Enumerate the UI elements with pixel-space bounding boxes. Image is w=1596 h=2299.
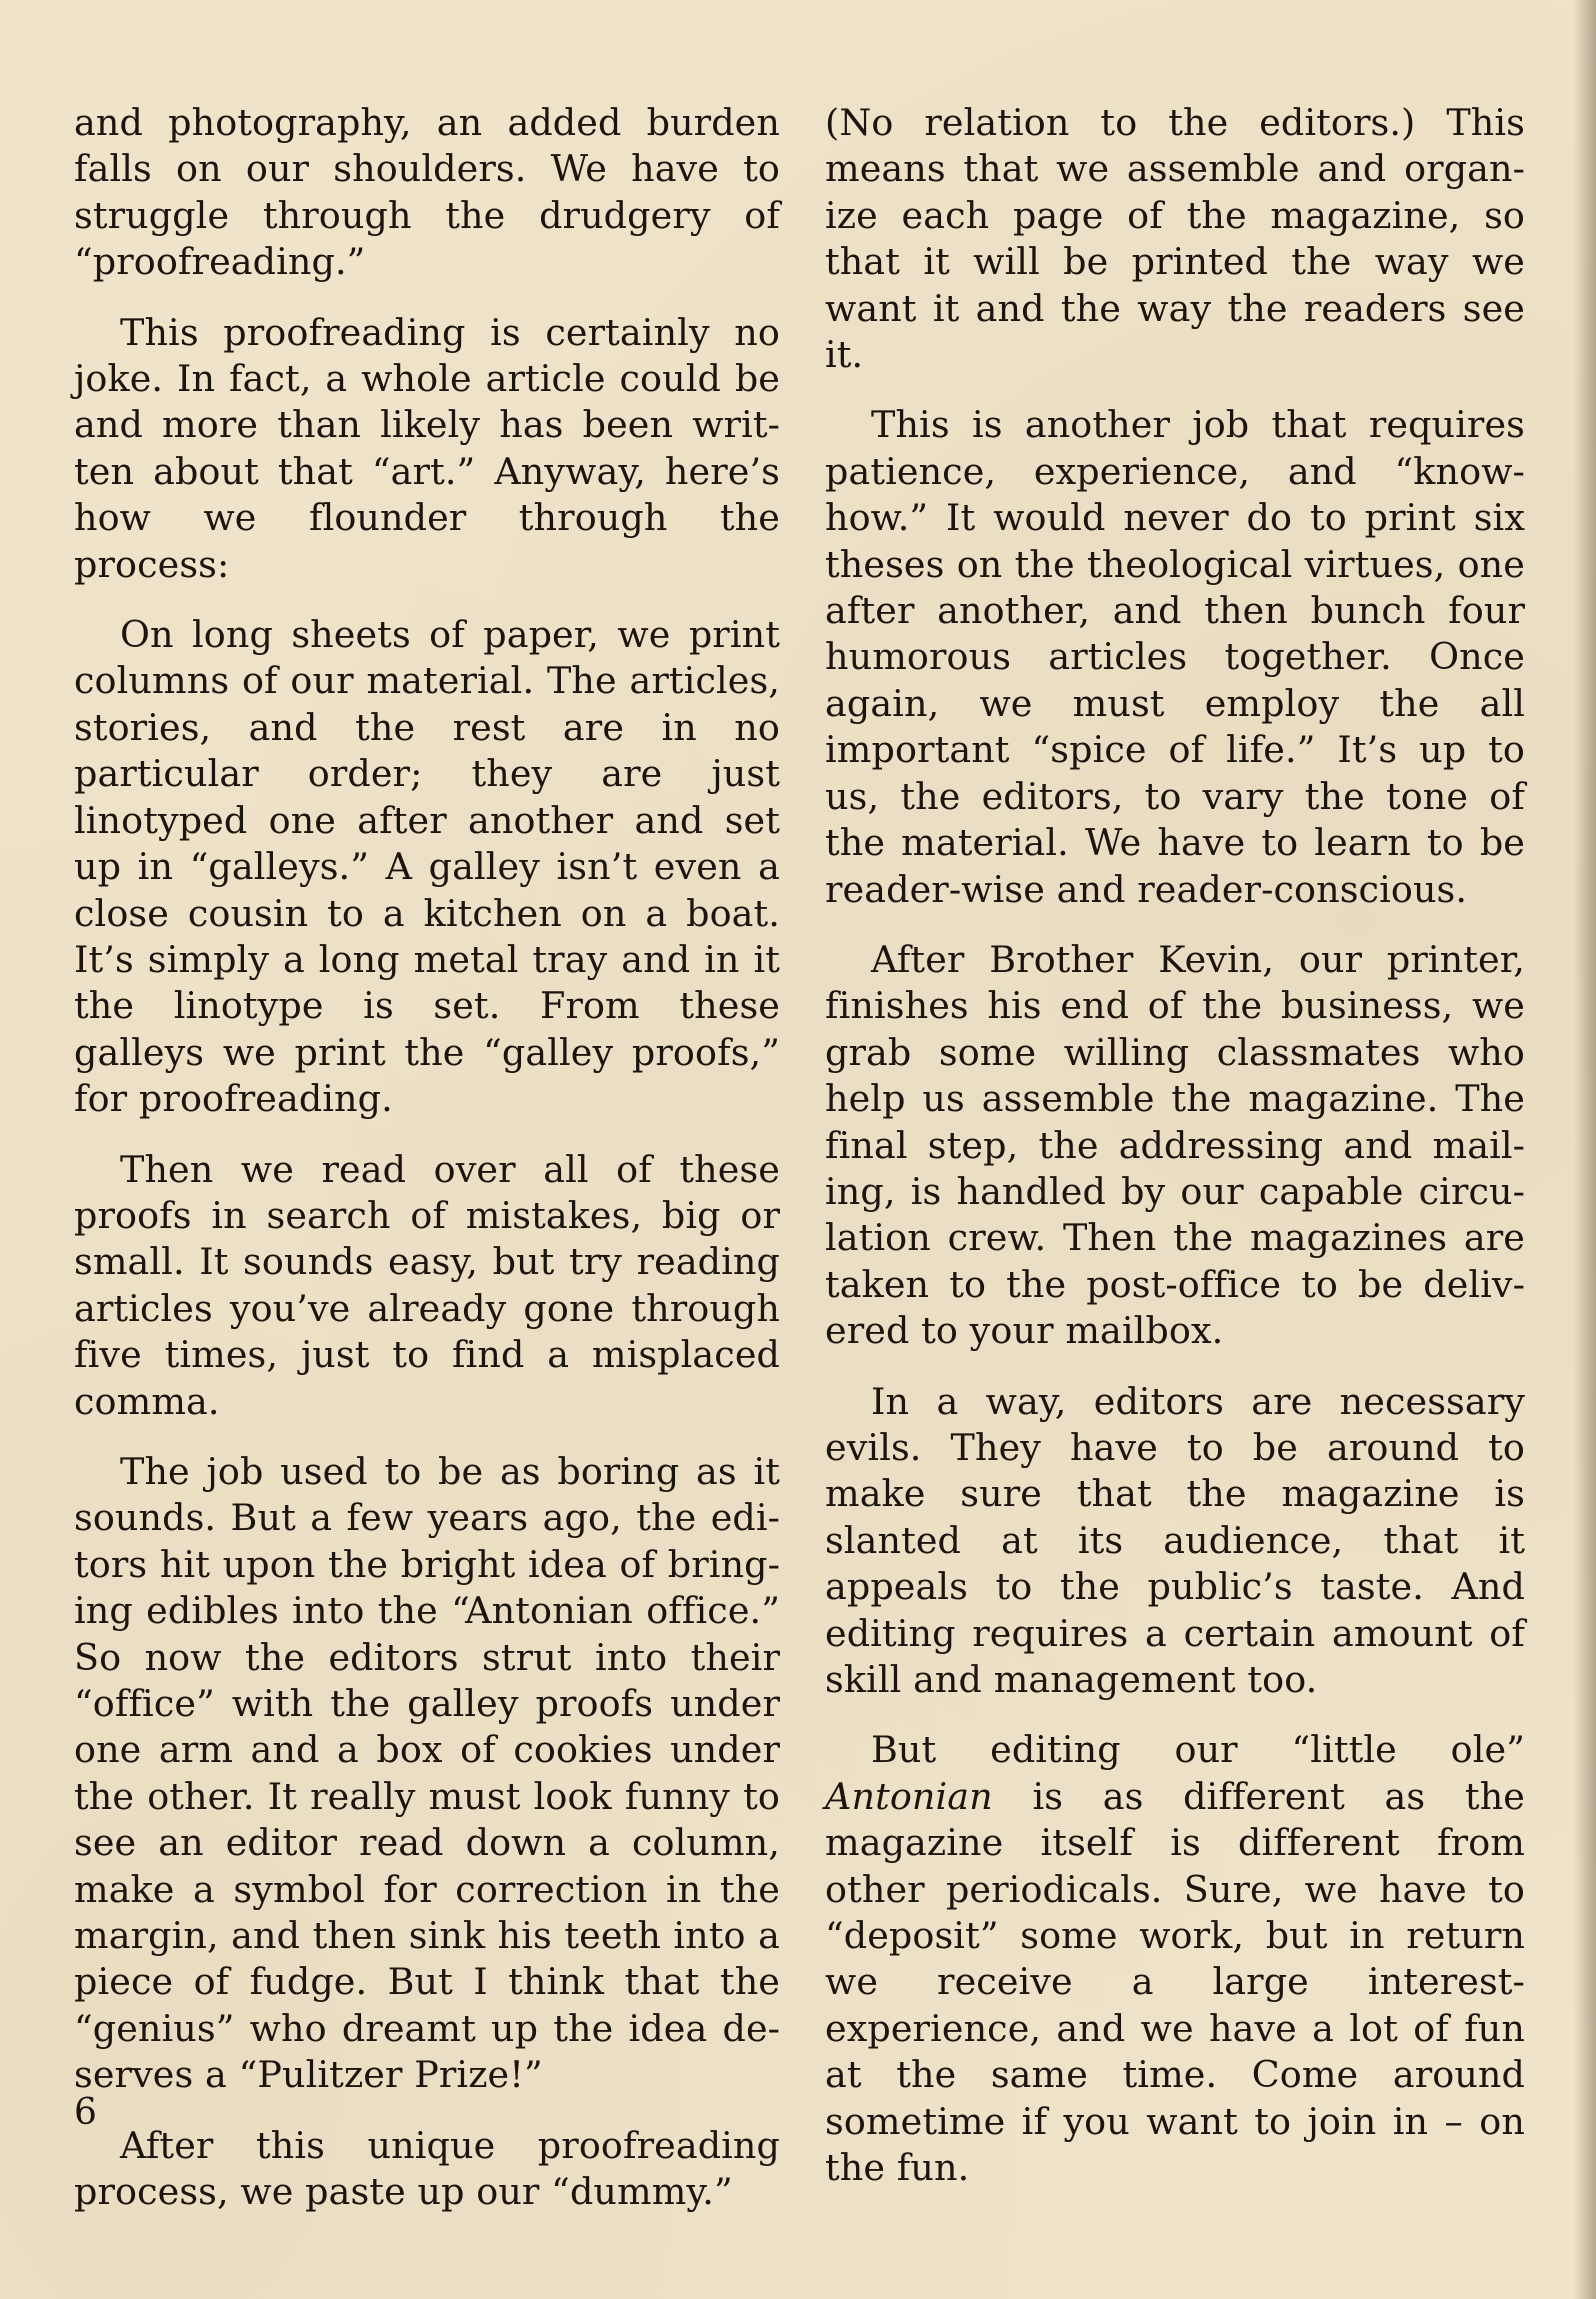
paragraph: In a way, editors are necessary evils. They have to be around to make sure that the magazine is slanted at its audience, that it appeals to the public’s taste. And editing requires a certain amount of skill and management too. [825, 1379, 1525, 1701]
page-edge-shadow [1574, 0, 1596, 2299]
paragraph: After this unique proofreading process, we paste up our “dummy.” [74, 2123, 780, 2214]
paragraph: This proofreading is certainly no joke. In fact, a whole article could be and more than likely has been written about that “art.” Anyway, here’s how we flounder through the process: [74, 310, 780, 586]
paragraph-closing [825, 1727, 1525, 2191]
closing-text-end: is as different as the magazine itself is different from other periodicals. Sure, we have to “deposit” some work, but in return we receive a large interest-experience, and we have a lot of fun at the same time. Come around sometime if you want to join in – on the fun. [825, 1774, 1525, 2190]
paragraph: (No relation to the editors.) This means that we assemble and organize each page of the magazine, so that it will be printed the way we want it and the way the readers see it. [825, 101, 1525, 377]
paragraph: On long sheets of paper, we print columns of our material. The articles, stories, and the rest are in no particular order; they are just linotyped one after another and set up in “galleys.” A galley isn’t even a close cousin to a kitchen on a boat. It’s simply a long metal tray and in it the linotype is set. From these galleys we print the “galley proofs,” for proofreading. [74, 613, 780, 1121]
paragraph: This is another job that requires patience, experience, and “know-how.” It would never do to print six theses on the theological virtues, one after another, and then bunch four humorous articles together. Once again, we must employ the all important “spice of life.” It’s up to us, the editors, to vary the tone of the material. We have to learn to be reader-wise and reader-conscious. [825, 403, 1525, 911]
left-column [74, 100, 780, 2215]
paragraph: and photography, an added burden falls on our shoulders. We have to struggle through the drudgery of “proofreading.” [74, 101, 780, 284]
paragraph: The job used to be as boring as it sounds. But a few years ago, the editors hit upon the bright idea of bringing edibles into the “Antonian office.” So now the editors strut into their “office” with the galley proofs under one arm and a box of cookies under the other. It really must look funny to see an editor read down a column, make a symbol for correction in the margin, and then sink his teeth into a piece of fudge. But I think that the “genius” who dreamt up the idea deserves a “Pulitzer Prize!” [74, 1449, 780, 2097]
page-number: 6 [74, 2092, 97, 2133]
magazine-title-italic: Antonian [825, 1774, 993, 1818]
paragraph: After Brother Kevin, our printer, finishes his end of the business, we grab some willing classmates who help us assemble the magazine. The final step, the addressing and mailing, is handled by our capable circulation crew. Then the magazines are taken to the post-office to be delivered to your mailbox. [825, 937, 1525, 1353]
paragraph: Then we read over all of these proofs in search of mistakes, big or small. It sounds easy, but try reading articles you’ve already gone through five times, just to find a misplaced comma. [74, 1147, 780, 1423]
closing-text-start: But editing our “little ole” [871, 1728, 1525, 1772]
right-column [825, 100, 1525, 2191]
